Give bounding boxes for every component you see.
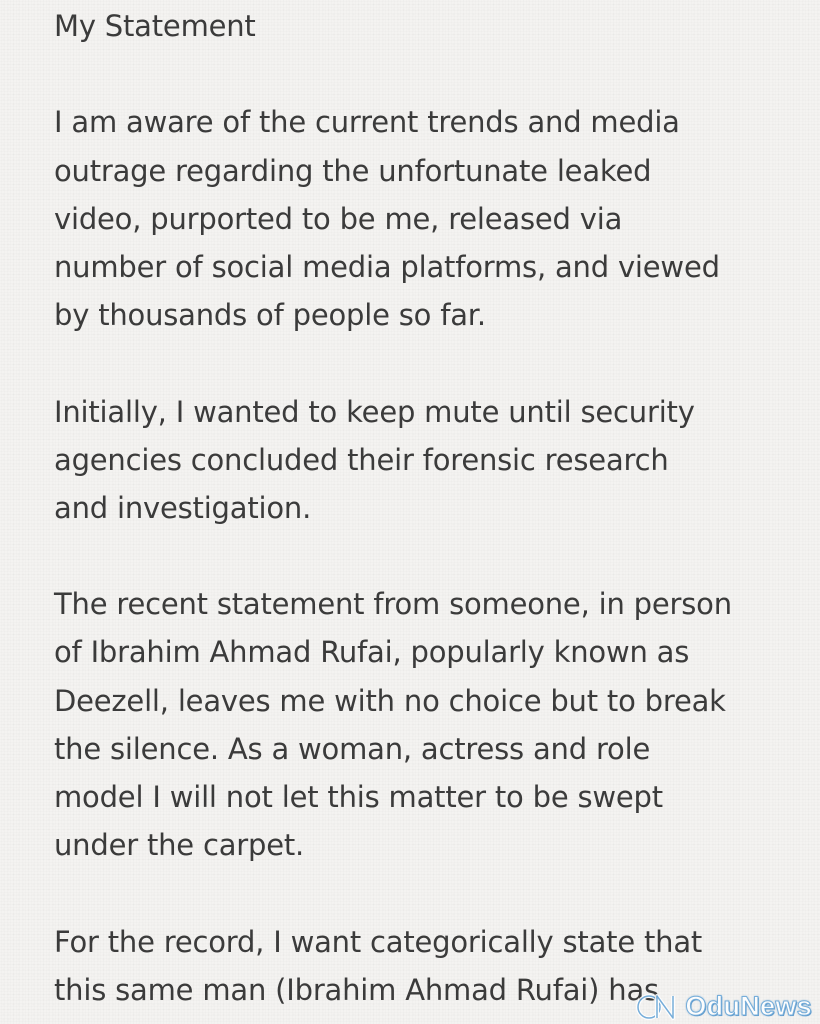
odunews-logo-icon — [635, 992, 681, 1022]
paragraph-1-line-1: I am aware of the current trends and media — [54, 105, 680, 140]
paragraph-2-line-2: agencies concluded their forensic research — [54, 442, 669, 477]
blank-line — [54, 532, 814, 580]
paragraph-3-line-3: Deezell, leaves me with no choice but to break — [54, 683, 726, 718]
blank-line — [54, 339, 814, 387]
paragraph-3-line-4: the silence. As a woman, actress and role — [54, 731, 651, 766]
paragraph-3-line-2: of Ibrahim Ahmad Rufai, popularly known as — [54, 635, 690, 670]
paragraph-3-line-6: under the carpet. — [54, 828, 305, 863]
paragraph-4-line-1: For the record, I want categorically state that — [54, 924, 703, 959]
paragraph-3-line-1: The recent statement from someone, in person — [54, 587, 732, 622]
blank-line — [54, 869, 814, 917]
paragraph-1-line-5: by thousands of people so far. — [54, 298, 486, 333]
blank-line — [54, 50, 814, 98]
paragraph-2-line-1: Initially, I wanted to keep mute until security — [54, 394, 695, 429]
paragraph-3-line-5: model I will not let this matter to be swept — [54, 780, 663, 814]
note-title: My Statement — [54, 9, 256, 43]
watermark-text: OduNews — [685, 991, 812, 1021]
paragraph-4-line-2: this same man (Ibrahim Ahmad Rufai) has — [54, 972, 659, 1007]
paragraph-1-line-4: number of social media platforms, and viewed — [54, 249, 720, 284]
paragraph-1-line-3: video, purported to be me, released via — [54, 201, 623, 236]
note-body — [54, 2, 814, 1014]
paragraph-2-line-3: and investigation. — [54, 490, 312, 525]
paragraph-1-line-2: outrage regarding the unfortunate leaked — [54, 153, 652, 188]
odunews-watermark — [635, 991, 812, 1022]
